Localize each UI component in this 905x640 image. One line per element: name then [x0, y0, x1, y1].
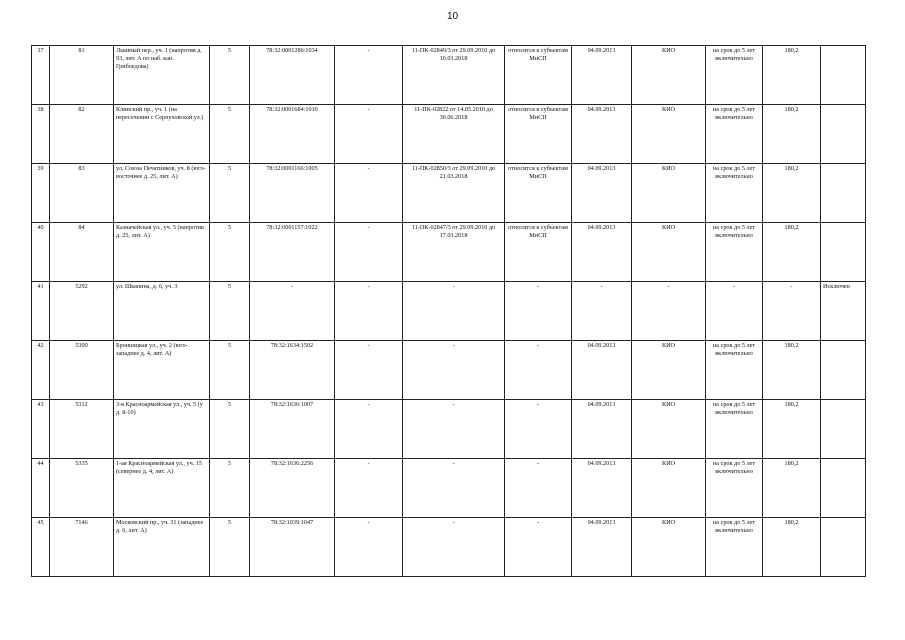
table-row: [32, 459, 866, 518]
permit-cell: -: [335, 223, 403, 282]
rate-cell: 180,2: [763, 518, 821, 577]
rate-cell: 180,2: [763, 223, 821, 282]
object-number-cell: 84: [50, 223, 114, 282]
note-cell: [821, 105, 866, 164]
cadastral-number-cell: 78:32:1636:2256: [250, 459, 335, 518]
contract-cell: 11-ПК-02849/3 от 29.09.2010 до 10.03.2018: [403, 46, 505, 105]
permit-cell: -: [335, 518, 403, 577]
contract-cell: -: [403, 400, 505, 459]
smsp-cell: относится к субъектам МиСП: [505, 223, 572, 282]
area-cell: 5: [210, 164, 250, 223]
term-cell: на срок до 5 лет включительно: [706, 341, 763, 400]
area-cell: 5: [210, 223, 250, 282]
note-cell: [821, 400, 866, 459]
table-row: [32, 46, 866, 105]
area-cell: 5: [210, 459, 250, 518]
term-cell: на срок до 5 лет включительно: [706, 105, 763, 164]
term-cell: на срок до 5 лет включительно: [706, 164, 763, 223]
contract-cell: -: [403, 341, 505, 400]
rate-cell: 180,2: [763, 341, 821, 400]
permit-cell: -: [335, 400, 403, 459]
table-row: [32, 341, 866, 400]
date-cell: 04.09.2013: [572, 105, 632, 164]
table-row: [32, 518, 866, 577]
address-cell: Казначейская ул., уч. 5 (напротив д. 25, лит. А): [114, 223, 210, 282]
contract-cell: 11-ПК-02850/3 от 29.09.2010 до 21.03.2018: [403, 164, 505, 223]
authority-cell: КИО: [632, 46, 706, 105]
authority-cell: КИО: [632, 459, 706, 518]
note-cell: [821, 164, 866, 223]
address-cell: Бронницкая ул., уч. 2 (юго-западнее д. 4, лит. А): [114, 341, 210, 400]
area-cell: 5: [210, 341, 250, 400]
table-row: [32, 223, 866, 282]
smsp-cell: относится к субъектам МиСП: [505, 46, 572, 105]
registry-table: [31, 45, 866, 577]
address-cell: 3-я Красноармейская ул., уч. 5 (у д. 8-10): [114, 400, 210, 459]
date-cell: 04.09.2013: [572, 518, 632, 577]
date-cell: 04.09.2013: [572, 46, 632, 105]
object-number-cell: 5335: [50, 459, 114, 518]
smsp-cell: -: [505, 459, 572, 518]
permit-cell: -: [335, 459, 403, 518]
rate-cell: 180,2: [763, 400, 821, 459]
authority-cell: КИО: [632, 105, 706, 164]
address-cell: Московский пр., уч. 31 (западнее д. 6, лит. А): [114, 518, 210, 577]
date-cell: 04.09.2013: [572, 459, 632, 518]
contract-cell: 11-ПК-02847/3 от 29.09.2010 до 17.03.2018: [403, 223, 505, 282]
row-number-cell: 43: [32, 400, 50, 459]
authority-cell: -: [632, 282, 706, 341]
smsp-cell: -: [505, 400, 572, 459]
permit-cell: -: [335, 341, 403, 400]
rate-cell: 180,2: [763, 105, 821, 164]
object-number-cell: 5312: [50, 400, 114, 459]
cadastral-number-cell: 78:32:0001157:1022: [250, 223, 335, 282]
row-number-cell: 37: [32, 46, 50, 105]
table-row: [32, 282, 866, 341]
contract-cell: -: [403, 459, 505, 518]
area-cell: 5: [210, 105, 250, 164]
row-number-cell: 42: [32, 341, 50, 400]
object-number-cell: 82: [50, 105, 114, 164]
object-number-cell: 5300: [50, 341, 114, 400]
area-cell: 5: [210, 400, 250, 459]
table-row: [32, 164, 866, 223]
permit-cell: -: [335, 164, 403, 223]
rate-cell: 180,2: [763, 459, 821, 518]
object-number-cell: 83: [50, 164, 114, 223]
note-cell: [821, 518, 866, 577]
smsp-cell: -: [505, 341, 572, 400]
rate-cell: 180,2: [763, 164, 821, 223]
smsp-cell: относится к субъектам МиСП: [505, 105, 572, 164]
table-row: [32, 400, 866, 459]
cadastral-number-cell: -: [250, 282, 335, 341]
smsp-cell: -: [505, 282, 572, 341]
page-number: 10: [446, 11, 459, 22]
cadastral-number-cell: 78:32:1039:1047: [250, 518, 335, 577]
object-number-cell: 7146: [50, 518, 114, 577]
row-number-cell: 40: [32, 223, 50, 282]
authority-cell: КИО: [632, 341, 706, 400]
area-cell: 5: [210, 518, 250, 577]
object-number-cell: 81: [50, 46, 114, 105]
area-cell: 5: [210, 282, 250, 341]
row-number-cell: 41: [32, 282, 50, 341]
address-cell: Клинский пр., уч. 1 (на пересечении с Серпуховской ул.): [114, 105, 210, 164]
term-cell: на срок до 5 лет включительно: [706, 400, 763, 459]
authority-cell: КИО: [632, 164, 706, 223]
rate-cell: 180,2: [763, 46, 821, 105]
object-number-cell: 5292: [50, 282, 114, 341]
cadastral-number-cell: 78:32:1636:1007: [250, 400, 335, 459]
note-cell: Исключен: [821, 282, 866, 341]
note-cell: [821, 459, 866, 518]
term-cell: -: [706, 282, 763, 341]
address-cell: Львиный пер., уч. 1 (напротив д. 93, лит. А по наб. кан. Грибоедова): [114, 46, 210, 105]
term-cell: на срок до 5 лет включительно: [706, 459, 763, 518]
permit-cell: -: [335, 105, 403, 164]
note-cell: [821, 46, 866, 105]
date-cell: 04.09.2013: [572, 164, 632, 223]
date-cell: -: [572, 282, 632, 341]
area-cell: 5: [210, 46, 250, 105]
row-number-cell: 45: [32, 518, 50, 577]
smsp-cell: -: [505, 518, 572, 577]
table-body: [32, 46, 866, 577]
row-number-cell: 38: [32, 105, 50, 164]
cadastral-number-cell: 78:32:1634:1502: [250, 341, 335, 400]
date-cell: 04.09.2013: [572, 341, 632, 400]
term-cell: на срок до 5 лет включительно: [706, 518, 763, 577]
note-cell: [821, 341, 866, 400]
cadastral-number-cell: 78:32:0001286:1034: [250, 46, 335, 105]
contract-cell: -: [403, 282, 505, 341]
row-number-cell: 39: [32, 164, 50, 223]
authority-cell: КИО: [632, 400, 706, 459]
term-cell: на срок до 5 лет включительно: [706, 223, 763, 282]
smsp-cell: относится к субъектам МиСП: [505, 164, 572, 223]
note-cell: [821, 223, 866, 282]
cadastral-number-cell: 78:32:0001684:1010: [250, 105, 335, 164]
contract-cell: -: [403, 518, 505, 577]
permit-cell: -: [335, 282, 403, 341]
address-cell: 1-ая Красноармейская ул., уч. 15 (севернее д. 4, лит. А): [114, 459, 210, 518]
address-cell: ул. Шкапина, д. 6, уч. 3: [114, 282, 210, 341]
authority-cell: КИО: [632, 223, 706, 282]
rate-cell: -: [763, 282, 821, 341]
table-row: [32, 105, 866, 164]
date-cell: 04.09.2013: [572, 400, 632, 459]
permit-cell: -: [335, 46, 403, 105]
cadastral-number-cell: 78:32:0001166:1005: [250, 164, 335, 223]
address-cell: ул. Союза Печатников, уч. 8 (юго-восточнее д. 25, лит. А): [114, 164, 210, 223]
row-number-cell: 44: [32, 459, 50, 518]
date-cell: 04.09.2013: [572, 223, 632, 282]
contract-cell: 11-ПК-02822 от 14.05.2010 до 30.06.2018: [403, 105, 505, 164]
term-cell: на срок до 5 лет включительно: [706, 46, 763, 105]
authority-cell: КИО: [632, 518, 706, 577]
